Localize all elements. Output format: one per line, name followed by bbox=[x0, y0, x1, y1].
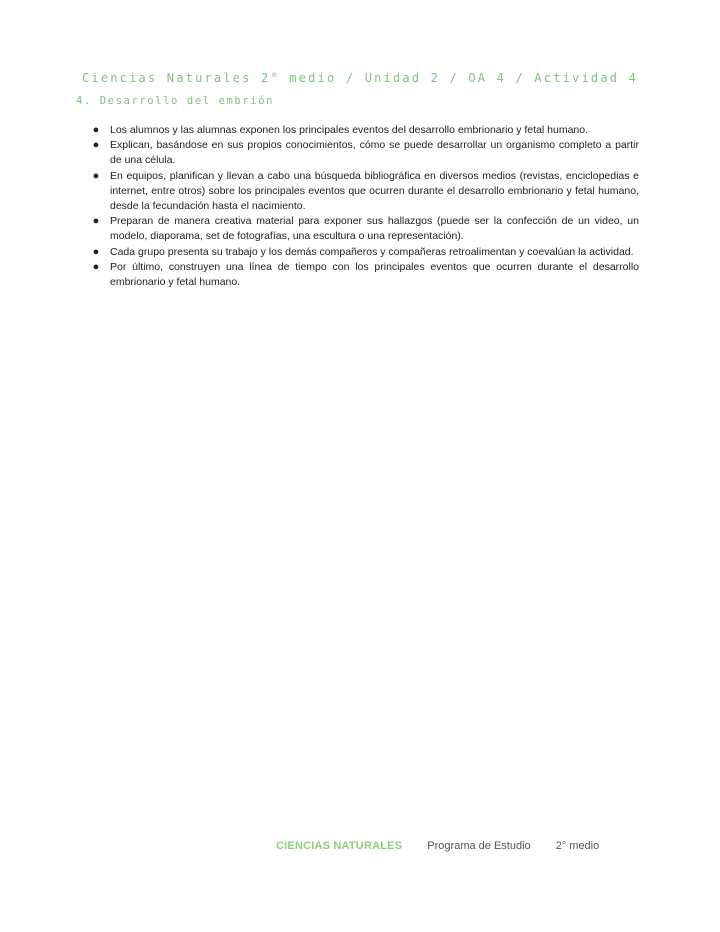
list-item bbox=[90, 138, 639, 168]
list-item bbox=[90, 123, 639, 138]
bullet-icon: ● bbox=[92, 260, 100, 273]
list-item-text: En equipos, planifican y llevan a cabo una búsqueda bibliográfica en diversos medios (revistas, enciclopedias e internet, entre otros) sobre los principales eventos que ocurren durante el desarrollo embrionario y fetal humano, desde la fecundación hasta el nacimiento. bbox=[110, 169, 639, 213]
bullet-icon: ● bbox=[92, 124, 100, 136]
footer-subject: CIENCIAS NATURALES bbox=[276, 840, 403, 852]
bullet-icon: ● bbox=[92, 139, 100, 152]
bullet-icon: ● bbox=[92, 169, 100, 182]
activity-list bbox=[90, 123, 639, 290]
list-item bbox=[90, 260, 639, 290]
page-footer bbox=[276, 840, 599, 852]
list-item bbox=[90, 214, 639, 244]
running-header: Ciencias Naturales 2° medio / Unidad 2 / OA 4 / Actividad 4 bbox=[81, 71, 639, 85]
section-title: 4. Desarrollo del embrión bbox=[76, 95, 275, 107]
footer-program: Programa de Estudio bbox=[427, 840, 531, 852]
list-item-text: Por último, construyen una línea de tiempo con los principales eventos que ocurren durante el desarrollo embrionario y fetal humano. bbox=[110, 260, 639, 289]
footer-grade: 2° medio bbox=[555, 840, 600, 852]
list-item-text: Los alumnos y las alumnas exponen los principales eventos del desarrollo embrionario y fetal humano. bbox=[110, 124, 589, 136]
bullet-icon: ● bbox=[92, 245, 100, 258]
bullet-icon: ● bbox=[92, 215, 100, 228]
list-item-text: Preparan de manera creativa material para exponer sus hallazgos (puede ser la confección de un video, un modelo, diaporama, set de fotografías, una escultura o una representación). bbox=[110, 215, 639, 243]
list-item-text: Explican, basándose en sus propios conocimientos, cómo se puede desarrollar un organismo completo a partir de una célula. bbox=[110, 139, 639, 167]
list-item-text: Cada grupo presenta su trabajo y los demás compañeros y compañeras retroalimentan y coevalúan la actividad. bbox=[110, 245, 634, 258]
list-item bbox=[90, 245, 639, 260]
list-item bbox=[90, 169, 639, 215]
